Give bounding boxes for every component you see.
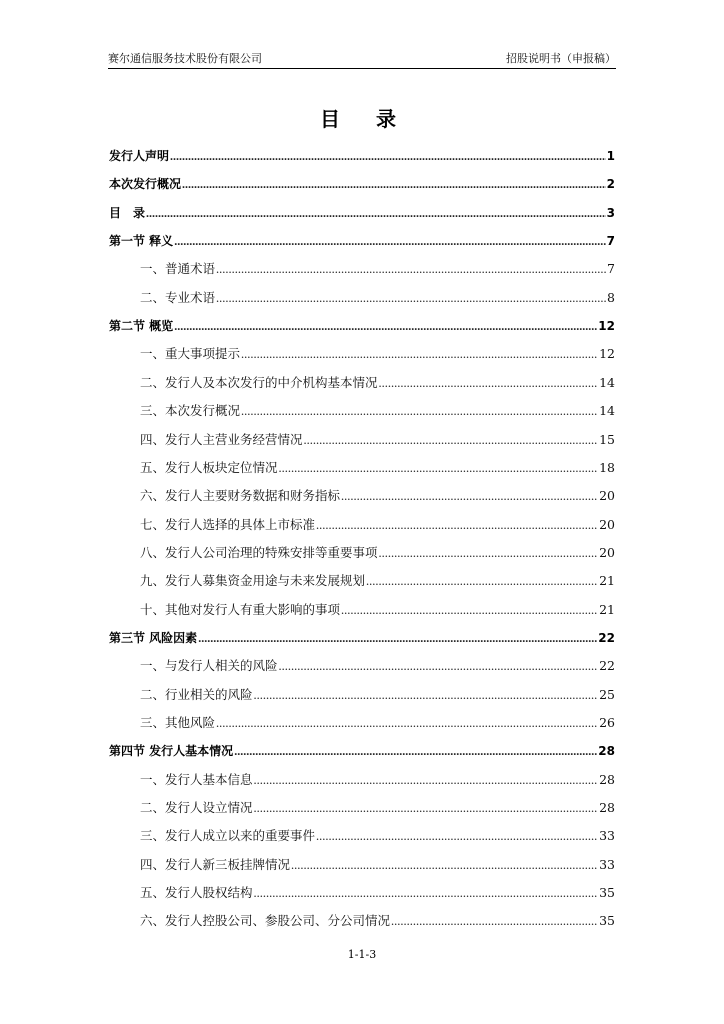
page-number: 1-1-3 (347, 948, 377, 961)
toc-entry-page-number: 26 (599, 715, 615, 730)
toc-dot-leader (170, 146, 606, 166)
toc-entry-page-number: 12 (598, 319, 615, 334)
toc-section-entry[interactable] (109, 203, 615, 223)
toc-subsection-entry[interactable] (109, 401, 615, 421)
toc-entry-page-number: 7 (606, 234, 615, 249)
toc-entry-page-number: 18 (599, 459, 615, 475)
toc-dot-leader (254, 798, 599, 818)
toc-entry-page-number: 3 (606, 205, 615, 220)
toc-entry-label: 五、发行人股权结构 (140, 885, 253, 901)
toc-entry-page-number: 35 (599, 913, 615, 929)
toc-subsection-entry[interactable] (109, 458, 615, 478)
toc-entry-label: 二、专业术语 (140, 289, 216, 305)
toc-entry-label: 目 录 (109, 205, 146, 220)
toc-entry-page-number: 12 (599, 346, 615, 362)
toc-entry-page-number: 28 (599, 800, 615, 816)
toc-entry-label: 二、行业相关的风险 (140, 686, 253, 702)
toc-subsection-entry[interactable] (109, 826, 615, 846)
toc-entry-page-number: 7 (607, 261, 615, 277)
toc-entry-label: 一、发行人基本信息 (140, 771, 253, 787)
toc-subsection-entry[interactable] (109, 430, 615, 450)
toc-subsection-entry[interactable] (109, 600, 615, 620)
toc-entry-page-number: 1 (606, 149, 615, 163)
page-header (108, 50, 616, 68)
toc-subsection-entry[interactable] (109, 685, 615, 705)
toc-entry-label: 第二节 概览 (109, 319, 174, 334)
toc-entry-page-number: 14 (599, 403, 615, 419)
toc-entry-label: 九、发行人募集资金用途与未来发展规划 (140, 573, 366, 589)
toc-subsection-entry[interactable] (109, 798, 615, 818)
toc-dot-leader (341, 600, 598, 620)
toc-subsection-entry[interactable] (109, 571, 615, 591)
toc-entry-label: 第三节 风险因素 (109, 630, 198, 645)
toc-dot-leader (241, 401, 598, 421)
toc-entry-page-number: 14 (599, 374, 615, 390)
toc-dot-leader (174, 231, 605, 251)
toc-subsection-entry[interactable] (109, 911, 615, 931)
toc-dot-leader (254, 883, 599, 903)
toc-dot-leader (366, 571, 598, 591)
toc-dot-leader (241, 344, 598, 364)
toc-dot-leader (234, 741, 597, 761)
toc-subsection-entry[interactable] (109, 770, 615, 790)
toc-dot-leader (316, 826, 598, 846)
toc-entry-label: 六、发行人主要财务数据和财务指标 (140, 488, 341, 504)
toc-entry-label: 四、发行人新三板挂牌情况 (140, 856, 291, 872)
toc-dot-leader (216, 713, 598, 733)
toc-entry-page-number: 28 (598, 744, 615, 759)
toc-dot-leader (316, 515, 598, 535)
toc-entry-label: 一、普通术语 (140, 261, 216, 277)
toc-entry-page-number: 20 (599, 516, 615, 532)
toc-entry-label: 二、发行人设立情况 (140, 800, 253, 816)
toc-subsection-entry[interactable] (109, 344, 615, 364)
toc-dot-leader (391, 911, 598, 931)
toc-section-entry[interactable] (109, 146, 615, 166)
toc-entry-label: 第四节 发行人基本情况 (109, 744, 234, 759)
toc-entry-page-number: 2 (606, 177, 615, 192)
toc-section-entry[interactable] (109, 741, 615, 761)
toc-entry-label: 三、发行人成立以来的重要事件 (140, 828, 316, 844)
toc-entry-page-number: 25 (599, 686, 615, 702)
toc-entry-label: 一、重大事项提示 (140, 346, 241, 362)
toc-dot-leader (341, 486, 598, 506)
toc-entry-page-number: 35 (599, 885, 615, 901)
toc-entry-label: 第一节 释义 (109, 234, 174, 249)
toc-entry-page-number: 21 (599, 573, 615, 589)
toc-entry-label: 本次发行概况 (109, 177, 182, 192)
header-divider (108, 68, 616, 69)
toc-subsection-entry[interactable] (109, 486, 615, 506)
toc-subsection-entry[interactable] (109, 515, 615, 535)
toc-subsection-entry[interactable] (109, 288, 615, 308)
toc-dot-leader (279, 458, 599, 478)
toc-dot-leader (279, 656, 599, 676)
toc-entry-page-number: 20 (599, 544, 615, 560)
page-title: 目 录 (320, 107, 404, 131)
toc-subsection-entry[interactable] (109, 373, 615, 393)
toc-entry-label: 发行人声明 (109, 149, 170, 163)
toc-entry-page-number: 21 (599, 601, 615, 617)
toc-subsection-entry[interactable] (109, 259, 615, 279)
toc-entry-label: 七、发行人选择的具体上市标准 (140, 516, 316, 532)
toc-dot-leader (146, 203, 606, 223)
toc-section-entry[interactable] (109, 316, 615, 336)
header-document-type: 招股说明书（申报稿） (506, 52, 616, 65)
toc-entry-label: 四、发行人主营业务经营情况 (140, 431, 303, 447)
header-company-name: 赛尔通信服务技术股份有限公司 (108, 52, 262, 65)
toc-entry-page-number: 20 (599, 488, 615, 504)
toc-entry-label: 一、与发行人相关的风险 (140, 658, 278, 674)
toc-dot-leader (182, 174, 606, 194)
toc-subsection-entry[interactable] (109, 855, 615, 875)
toc-section-entry[interactable] (109, 628, 615, 648)
toc-entry-label: 二、发行人及本次发行的中介机构基本情况 (140, 374, 378, 390)
toc-dot-leader (198, 628, 597, 648)
toc-dot-leader (216, 288, 606, 308)
toc-entry-page-number: 33 (599, 828, 615, 844)
toc-subsection-entry[interactable] (109, 883, 615, 903)
toc-entry-page-number: 8 (607, 289, 615, 305)
toc-entry-label: 六、发行人控股公司、参股公司、分公司情况 (140, 913, 391, 929)
toc-section-entry[interactable] (109, 174, 615, 194)
toc-entry-label: 十、其他对发行人有重大影响的事项 (140, 601, 341, 617)
toc-dot-leader (216, 259, 606, 279)
toc-dot-leader (254, 685, 599, 705)
toc-dot-leader (174, 316, 597, 336)
toc-dot-leader (304, 430, 599, 450)
toc-entry-page-number: 22 (599, 658, 615, 674)
toc-entry-label: 八、发行人公司治理的特殊安排等重要事项 (140, 544, 378, 560)
toc-entry-label: 三、本次发行概况 (140, 403, 241, 419)
toc-section-entry[interactable] (109, 231, 615, 251)
toc-entry-label: 五、发行人板块定位情况 (140, 459, 278, 475)
toc-entry-page-number: 33 (599, 856, 615, 872)
toc-dot-leader (291, 855, 598, 875)
toc-subsection-entry[interactable] (109, 543, 615, 563)
toc-subsection-entry[interactable] (109, 656, 615, 676)
toc-dot-leader (379, 373, 599, 393)
toc-entry-page-number: 28 (599, 771, 615, 787)
toc-entry-page-number: 15 (599, 431, 615, 447)
toc-entry-label: 三、其他风险 (140, 715, 216, 730)
toc-subsection-entry[interactable] (109, 713, 615, 733)
toc-entry-page-number: 22 (598, 630, 615, 645)
toc-dot-leader (379, 543, 599, 563)
toc-dot-leader (254, 770, 599, 790)
